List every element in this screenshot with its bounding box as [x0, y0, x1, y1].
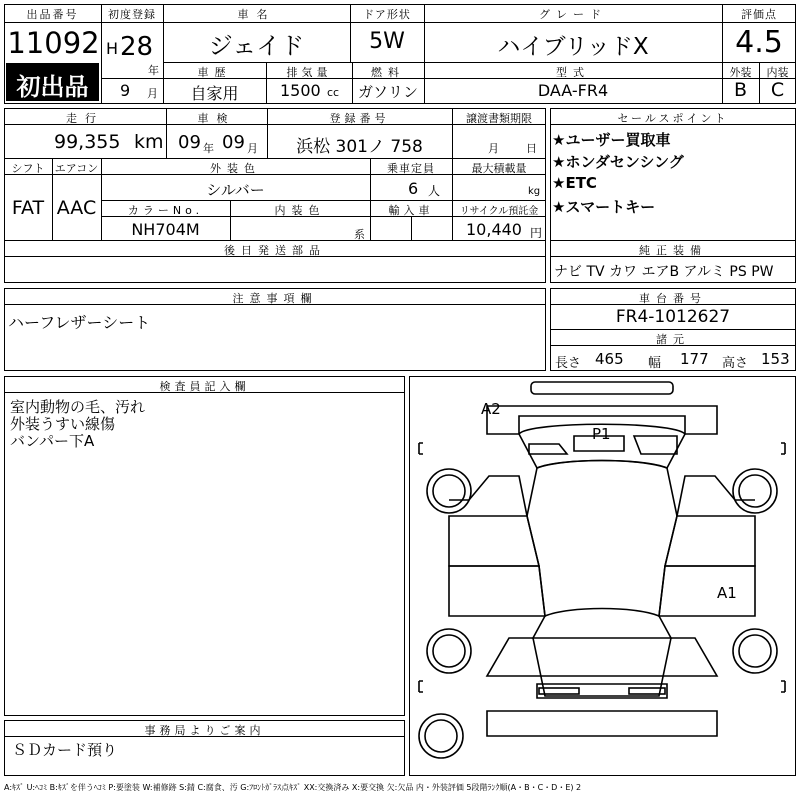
plate-label: 登録番号 — [329, 112, 390, 125]
sales-point-item: ★ホンダセンシング — [552, 153, 684, 171]
sales-points-label: セールスポイント — [617, 112, 729, 125]
interior-rating: C — [770, 79, 785, 101]
transfer-day: 日 — [526, 142, 537, 155]
door-type: 5W — [369, 29, 405, 54]
ext-color-label: 外装色 — [210, 162, 261, 175]
equipment: ナビ TV カワ エアB アルミ PS PW — [554, 264, 774, 280]
era: H — [106, 39, 119, 58]
length: 465 — [595, 350, 624, 368]
inspection-label: 車検 — [197, 112, 236, 125]
capacity-unit: 人 — [428, 184, 441, 198]
mileage: 99,355 — [54, 131, 121, 153]
width-label: 幅 — [648, 356, 662, 371]
damage-mark-p1: P1 — [592, 425, 611, 443]
door-label: ドア形状 — [363, 8, 411, 21]
inspection-month-unit: 月 — [247, 142, 258, 155]
width: 177 — [680, 350, 709, 368]
chassis-label: 車台番号 — [639, 292, 707, 305]
inspection-month: 09 — [222, 132, 245, 153]
car-outline-diagram — [409, 376, 796, 776]
sales-point-item: ★ETC — [552, 174, 597, 192]
mileage-label: 走行 — [66, 112, 104, 125]
mileage-unit: km — [134, 131, 164, 153]
exterior-label: 外装 — [729, 66, 752, 79]
reg-month: 9 — [120, 81, 131, 100]
air-conditioner: AAC — [56, 197, 97, 219]
shift-label: シフト — [11, 162, 45, 175]
inspector-label: 検査員記入欄 — [159, 380, 250, 393]
sales-point-item: ★スマートキー — [552, 198, 656, 216]
ext-color: シルバー — [206, 181, 265, 199]
chassis-number: FR4-1012627 — [615, 307, 731, 327]
capacity: 6 — [408, 179, 419, 198]
import-label: 輸入車 — [388, 204, 434, 217]
lot-label: 出品番号 — [26, 8, 79, 21]
dims-label: 諸元 — [656, 333, 690, 346]
plate-number: 浜松 301ノ 758 — [296, 137, 423, 157]
capacity-label: 乗車定員 — [387, 162, 435, 175]
legend: A:ｷｽﾞ U:ﾍｺﾐ B:ｷｽﾞを伴うﾍｺﾐ P:要塗装 W:補修跡 S:錆 C:腐食、汚 G:ﾌﾛﾝﾄｶﾞﾗｽ点ｷｽﾞ XX:交換済み X:要交換 欠:欠品 内・外装評価 5段階ﾗﾝｸ順(A・B・C・D・E) 2 — [4, 783, 582, 792]
transfer-month: 月 — [488, 142, 499, 155]
inspector-line: 室内動物の毛、汚れ — [10, 398, 146, 416]
sales-point-item: ★ユーザー買取車 — [552, 131, 671, 149]
history: 自家用 — [190, 84, 239, 103]
later-parts-label: 後日発送部品 — [224, 244, 326, 257]
color-no: NH704M — [131, 220, 200, 239]
model-label: 型式 — [556, 66, 590, 79]
score: 4.5 — [735, 25, 783, 60]
office-text: ＳＤカード預り — [12, 741, 118, 759]
length-label: 長さ — [555, 356, 582, 371]
max-load-label: 最大積載量 — [471, 162, 527, 175]
model: DAA-FR4 — [537, 81, 609, 100]
damage-mark-a1: A1 — [717, 584, 737, 602]
shift: FAT — [11, 197, 45, 219]
exterior-rating: B — [733, 79, 748, 101]
reg-year: 28 — [120, 32, 154, 62]
history-label: 車歴 — [197, 66, 232, 79]
grade: ハイブリッドX — [497, 34, 649, 60]
ac-label: エアコン — [54, 162, 99, 175]
first-listing-label: 初出品 — [16, 73, 89, 101]
recycle-fee: 10,440 — [466, 220, 522, 239]
inspection-year: 09 — [178, 132, 201, 153]
car-name: ジェイド — [208, 32, 305, 60]
grade-label: グレード — [539, 8, 607, 21]
interior-label: 内装 — [766, 66, 789, 79]
score-label: 評価点 — [741, 8, 777, 21]
recycle-label: リサイクル預託金 — [459, 206, 539, 217]
height: 153 — [761, 350, 790, 368]
displacement: 1500 — [280, 81, 321, 100]
reg-month-unit: 月 — [147, 87, 158, 100]
damage-mark-a2: A2 — [481, 400, 501, 418]
lot-number: 11092 — [7, 26, 100, 60]
fuel-label: 燃料 — [371, 66, 405, 79]
equipment-label: 純正装備 — [639, 244, 707, 257]
inspection-year-unit: 年 — [203, 142, 214, 155]
int-color-label: 内装色 — [274, 204, 326, 217]
notes-label: 注意事項欄 — [232, 292, 318, 305]
inspector-line: 外装うすい線傷 — [10, 415, 116, 433]
office-label: 事務局よりご案内 — [144, 724, 265, 737]
first-reg-label: 初度登録 — [108, 8, 156, 21]
transfer-label: 譲渡書類期限 — [466, 112, 532, 125]
displacement-label: 排気量 — [286, 66, 332, 79]
height-label: 高さ — [722, 356, 749, 371]
notes-text: ハーフレザーシート — [8, 313, 151, 332]
max-load-unit: kg — [528, 186, 541, 197]
car-name-label: 車名 — [237, 8, 276, 21]
int-color-unit: 系 — [354, 228, 365, 241]
displacement-unit: cc — [327, 86, 340, 99]
color-no-label: カラーNo. — [127, 204, 204, 217]
recycle-unit: 円 — [530, 226, 543, 240]
reg-year-unit: 年 — [148, 64, 159, 77]
inspector-line: バンパー下A — [10, 432, 95, 450]
fuel: ガソリン — [357, 83, 418, 101]
